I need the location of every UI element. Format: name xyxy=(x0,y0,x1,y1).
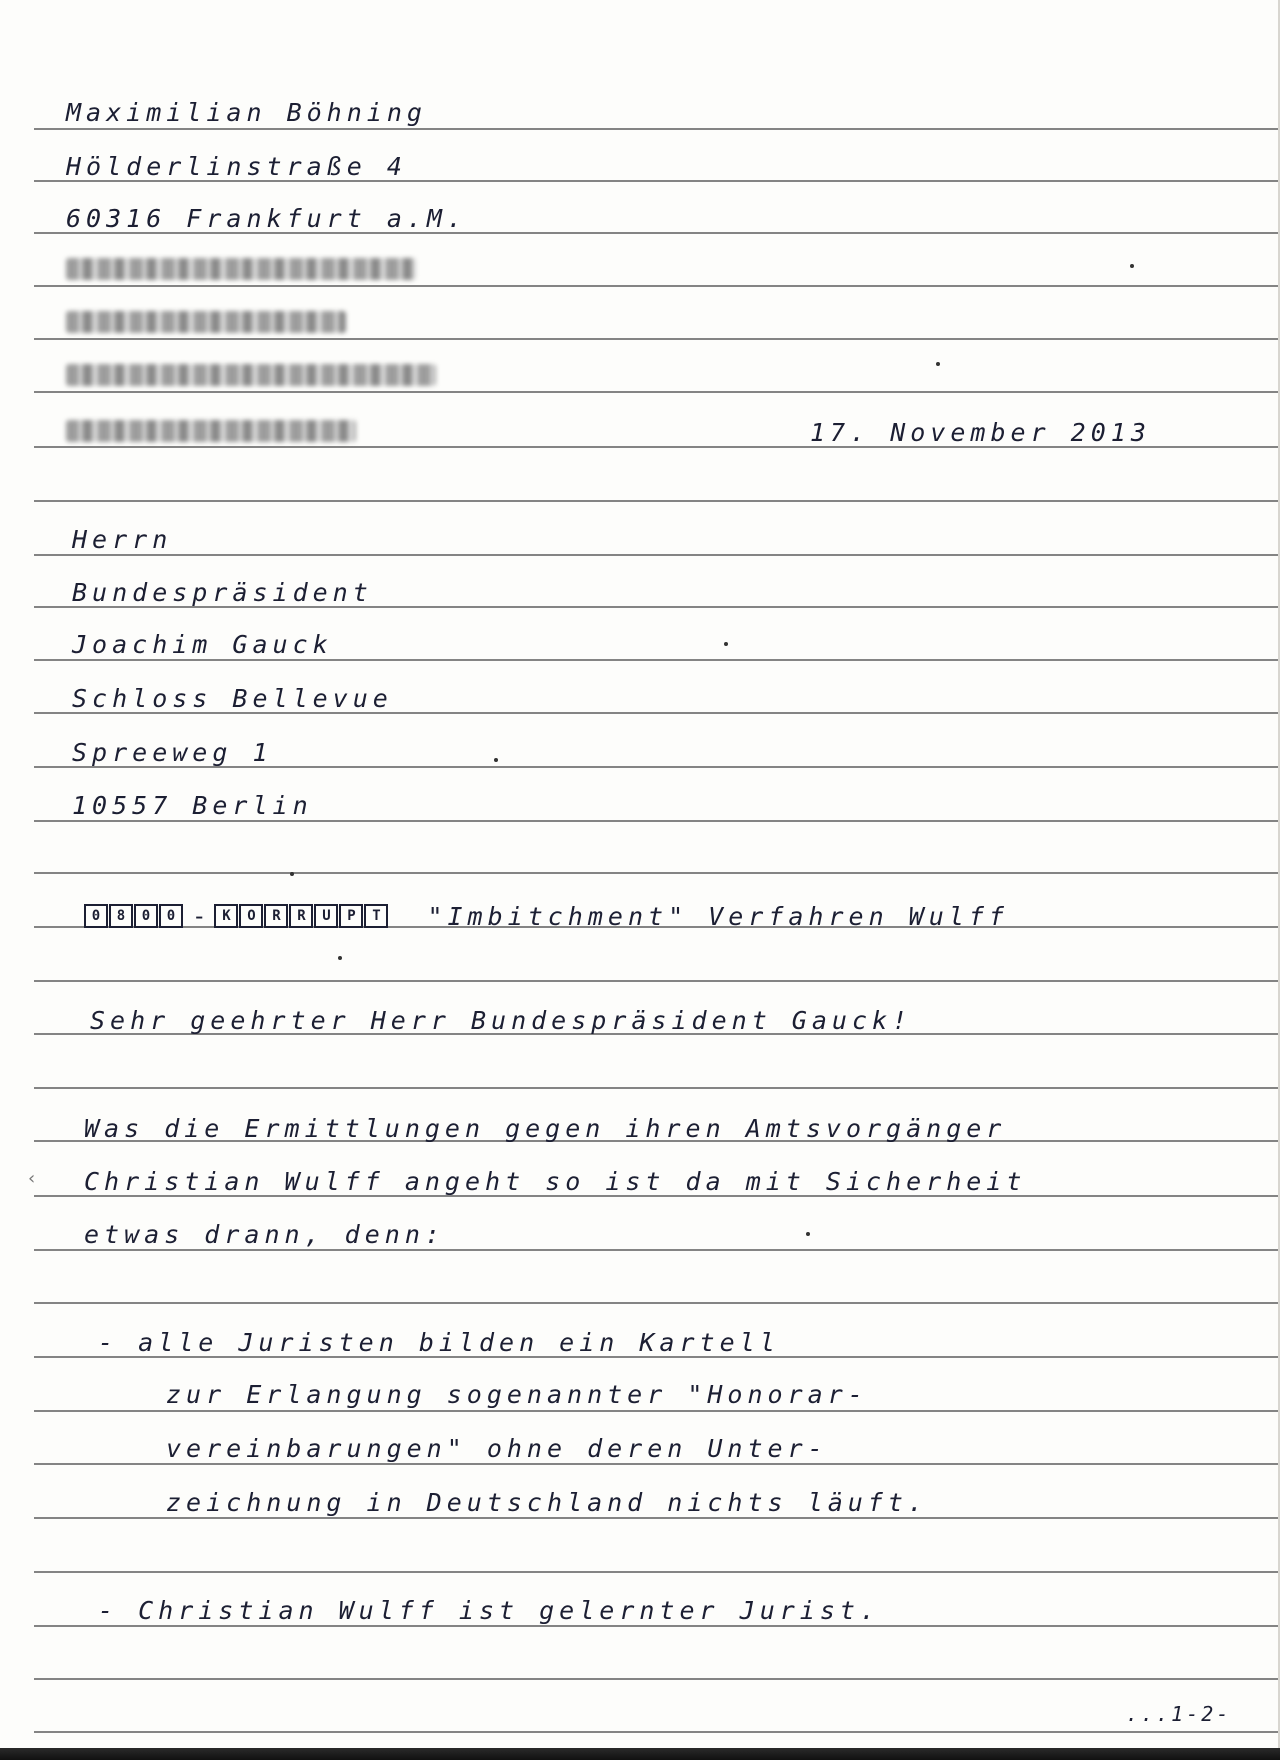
redacted-line xyxy=(66,311,346,333)
scan-speck xyxy=(494,758,498,762)
redacted-line xyxy=(66,364,436,386)
ref-code-char: U xyxy=(314,904,338,928)
ruled-line xyxy=(34,872,1278,874)
ruled-line xyxy=(34,1249,1278,1251)
ruled-line xyxy=(34,1625,1278,1627)
ruled-line xyxy=(34,1463,1278,1465)
body-line: etwas drann, denn: xyxy=(84,1220,445,1249)
ref-code-char: O xyxy=(239,904,263,928)
ruled-line xyxy=(34,820,1278,822)
ruled-line xyxy=(34,128,1278,130)
ref-code-char: K xyxy=(214,904,238,928)
scan-mark: ‹ xyxy=(28,1168,36,1189)
bullet-line: - Christian Wulff ist gelernter Jurist. xyxy=(98,1596,880,1625)
bullet-line: zeichnung in Deutschland nichts läuft. xyxy=(166,1488,928,1517)
scan-edge xyxy=(0,1748,1280,1760)
ruled-line xyxy=(34,1410,1278,1412)
ruled-line xyxy=(34,391,1278,393)
page-marker: ...1-2- xyxy=(1126,1702,1232,1726)
recipient-building: Schloss Bellevue xyxy=(72,684,393,713)
redacted-line xyxy=(66,258,416,280)
sender-name: Maximilian Böhning xyxy=(66,98,427,127)
ruled-line xyxy=(34,980,1278,982)
recipient-street: Spreeweg 1 xyxy=(72,738,273,767)
ruled-line xyxy=(34,1087,1278,1089)
ruled-line xyxy=(34,659,1278,661)
ref-code-char: R xyxy=(264,904,288,928)
sender-street: Hölderlinstraße 4 xyxy=(66,152,407,181)
letter-date: 17. November 2013 xyxy=(810,418,1151,447)
ruled-line xyxy=(34,1731,1278,1733)
ref-code-separator: - xyxy=(192,902,207,930)
subject-line xyxy=(84,902,1009,930)
subject-title: "Imbitchment" Verfahren Wulff xyxy=(427,901,1009,931)
redacted-line xyxy=(66,420,356,442)
scan-speck xyxy=(724,642,728,646)
ruled-line xyxy=(34,1517,1278,1519)
ruled-line xyxy=(34,1302,1278,1304)
scan-speck xyxy=(1130,264,1134,268)
ruled-line xyxy=(34,554,1278,556)
scan-speck xyxy=(338,956,342,960)
recipient-title: Bundespräsident xyxy=(72,578,373,607)
scan-speck xyxy=(806,1232,810,1236)
scan-speck xyxy=(290,872,294,876)
body-line: Christian Wulff angeht so ist da mit Sicherheit xyxy=(84,1167,1027,1196)
ref-code-char: 0 xyxy=(84,904,108,928)
scan-speck xyxy=(936,362,940,366)
bullet-line: vereinbarungen" ohne deren Unter- xyxy=(166,1434,828,1463)
ruled-line xyxy=(34,1678,1278,1680)
salutation: Sehr geehrter Herr Bundespräsident Gauck! xyxy=(90,1006,913,1035)
ruled-line xyxy=(34,338,1278,340)
sender-city: 60316 Frankfurt a.M. xyxy=(66,204,468,233)
recipient-city: 10557 Berlin xyxy=(72,791,313,820)
ref-code-char: 0 xyxy=(134,904,158,928)
ruled-line xyxy=(34,285,1278,287)
ref-code-char: T xyxy=(364,904,388,928)
ref-code-char: 8 xyxy=(109,904,133,928)
bullet-line: - alle Juristen bilden ein Kartell xyxy=(98,1328,780,1357)
ruled-line xyxy=(34,1571,1278,1573)
ruled-line xyxy=(34,500,1278,502)
ref-code-char: 0 xyxy=(159,904,183,928)
body-line: Was die Ermittlungen gegen ihren Amtsvorgänger xyxy=(84,1114,1007,1143)
ref-code-char: R xyxy=(289,904,313,928)
recipient-salutation-line: Herrn xyxy=(72,525,173,554)
bullet-line: zur Erlangung sogenannter "Honorar- xyxy=(166,1380,868,1409)
ref-code-char: P xyxy=(339,904,363,928)
recipient-name: Joachim Gauck xyxy=(72,630,333,659)
